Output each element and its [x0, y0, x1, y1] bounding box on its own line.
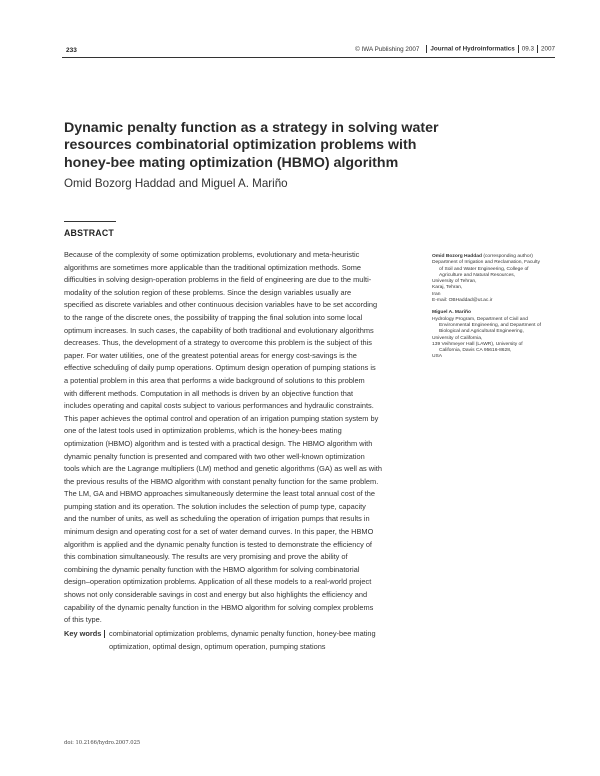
page-number: 233 — [66, 47, 77, 54]
affiliations-sidebar — [432, 254, 562, 367]
affiliation-role: (corresponding author) — [482, 254, 533, 259]
abstract-line: one of the latest tools used in optimization problems, which is the honey-bees mating — [64, 426, 342, 436]
keywords-text — [109, 628, 419, 653]
abstract-body — [64, 249, 416, 627]
affiliation-block — [432, 254, 562, 304]
abstract-line: combining the dynamic penalty function with the HBMO algorithm for solving combinatorial — [64, 564, 360, 574]
affiliation-line: California, Davis CA 95616-8628, — [439, 348, 512, 354]
abstract-line: The LM, GA and HBMO approaches simultaneously determine the least total annual cost of the — [64, 489, 375, 499]
header-divider — [537, 45, 538, 53]
keywords-line: combinatorial optimization problems, dynamic penalty function, honey-bee mating — [109, 629, 376, 638]
abstract-line: to the range of the discrete ones, the possibility of trapping the final solution into some local — [64, 312, 363, 322]
abstract-line: includes operating and capital costs subject to various performances and hydraulic constraints. — [64, 401, 374, 411]
abstract-heading: ABSTRACT — [64, 228, 114, 238]
abstract-line: Because of the complexity of some optimization problems, evolutionary and meta-heuristic — [64, 250, 360, 259]
abstract-line: capability of the dynamic penalty function in the HBMO algorithm for solving complex problems — [64, 602, 374, 612]
affiliation-author-name: Miguel A. Mariño — [432, 310, 471, 316]
abstract-line: difficulties in solving design-operation problems in the field of engineering are due to the multi- — [64, 275, 372, 285]
affiliation-line: USA — [432, 354, 443, 360]
header-rule — [62, 57, 555, 58]
header-divider — [518, 45, 519, 53]
abstract-line: minimum design and operating cost for a set of water demand curves. In this paper, the HBMO — [64, 527, 374, 537]
keywords-line: optimization, optimal design, optimum operation, pumping stations — [109, 641, 326, 651]
abstract-line: of this type. — [64, 615, 102, 625]
abstract-rule — [64, 221, 116, 222]
affiliation-author-name: Omid Bozorg Haddad — [432, 254, 482, 259]
abstract-line: decreases. Thus, the development of a strategy to overcome this problem is the subject of this — [64, 338, 372, 348]
title-line: Dynamic penalty function as a strategy in solving water — [64, 120, 439, 136]
abstract-line: algorithm is applied and the dynamic penalty function is tested to demonstrate the efficiency of — [64, 539, 372, 549]
article-title — [64, 120, 484, 172]
abstract-line: paper. For water utilities, one of the greatest potential areas for energy cost-savings is the — [64, 350, 357, 360]
affiliation-line: Hydrology Program, Department of Civil and — [432, 316, 528, 322]
affiliation-line: E-mail: OBHaddad@ut.ac.ir — [432, 298, 493, 304]
abstract-line: pumping station and its operation. The solution includes the selection of pump type, capacity — [64, 501, 366, 511]
abstract-line: effective scheduling of daily pump operations. Optimum design operation of pumping stations is — [64, 363, 376, 373]
affiliation-line: Agriculture and Natural Resources, — [439, 272, 516, 278]
keywords-label: Key words — [64, 629, 102, 638]
publisher-notice: © IWA Publishing 2007 — [355, 45, 420, 53]
abstract-line: design–operation optimization problems. Application of all these models to a real-world project — [64, 577, 372, 587]
abstract-line: and the number of units, as well as scheduling the operation of irrigation pumps that results in — [64, 514, 370, 524]
affiliation-block — [432, 310, 562, 360]
abstract-line: algorithms are sometimes more applicable than the traditional optimization methods. Some — [64, 262, 362, 272]
affiliation-line: Iran — [432, 291, 441, 297]
affiliation-line: Biological and Agricultural Engineering, — [439, 329, 524, 335]
title-line: resources combinatorial optimization problems with — [64, 137, 417, 154]
abstract-line: shows not only considerable savings in cost and energy but also highlights the efficiency and — [64, 590, 368, 600]
author-list: Omid Bozorg Haddad and Miguel A. Mariño — [64, 177, 288, 190]
affiliation-line: University of California, — [432, 335, 483, 341]
affiliation-line: Department of Irrigation and Reclamation, Faculty — [432, 260, 540, 266]
abstract-line: with different methods. Computation in all methods is driven by an objective function that — [64, 388, 354, 398]
abstract-line: modality of the solution region of these problems. Since the design variables usually are — [64, 287, 352, 297]
abstract-line: specified as discrete variables and other continuous decision variables have to be set according — [64, 300, 378, 310]
abstract-line: optimum increases. In such cases, the capability of both traditional and evolutionary algorithms — [64, 325, 374, 335]
abstract-line: optimization (HBMO) algorithm and is tested with a practical design. The HBMO algorithm with — [64, 438, 373, 448]
volume-issue: 09.3 — [521, 45, 534, 53]
abstract-line: a potential problem in this area that performs a wide background of solutions to this problem — [64, 375, 365, 385]
abstract-line: the previous results of the HBMO algorithm with constant penalty function for the same problem. — [64, 476, 379, 486]
abstract-line: This paper achieves the optimal control and operation of an irrigation pumping station system by — [64, 413, 379, 423]
affiliation-line: 139 Veihmeyer Hall (LAWR), University of — [432, 341, 523, 347]
affiliation-line: University of Tehran, — [432, 279, 477, 285]
header-divider — [426, 45, 427, 53]
running-header — [355, 45, 555, 53]
affiliation-line: Karaj, Tehran, — [432, 285, 463, 291]
abstract-line: dynamic penalty function is presented and compared with two other well-known optimization — [64, 451, 365, 461]
doi: doi: 10.2166/hydro.2007.025 — [64, 740, 141, 746]
journal-name: Journal of Hydroinformatics — [430, 45, 515, 53]
title-line: honey-bee mating optimization (HBMO) algorithm — [64, 154, 399, 171]
journal-year: 2007 — [540, 45, 555, 53]
abstract-line: tools which are the Lagrange multipliers (LM) method and genetic algorithms (GA) as well as with — [64, 464, 382, 474]
affiliation-line: Environmental Engineering, and Department of — [439, 322, 541, 328]
affiliation-line: of Soil and Water Engineering, College of — [439, 266, 529, 272]
abstract-line: this combination simultaneously. The results are very promising and prove the ability of — [64, 552, 348, 562]
keywords-divider — [104, 630, 105, 638]
